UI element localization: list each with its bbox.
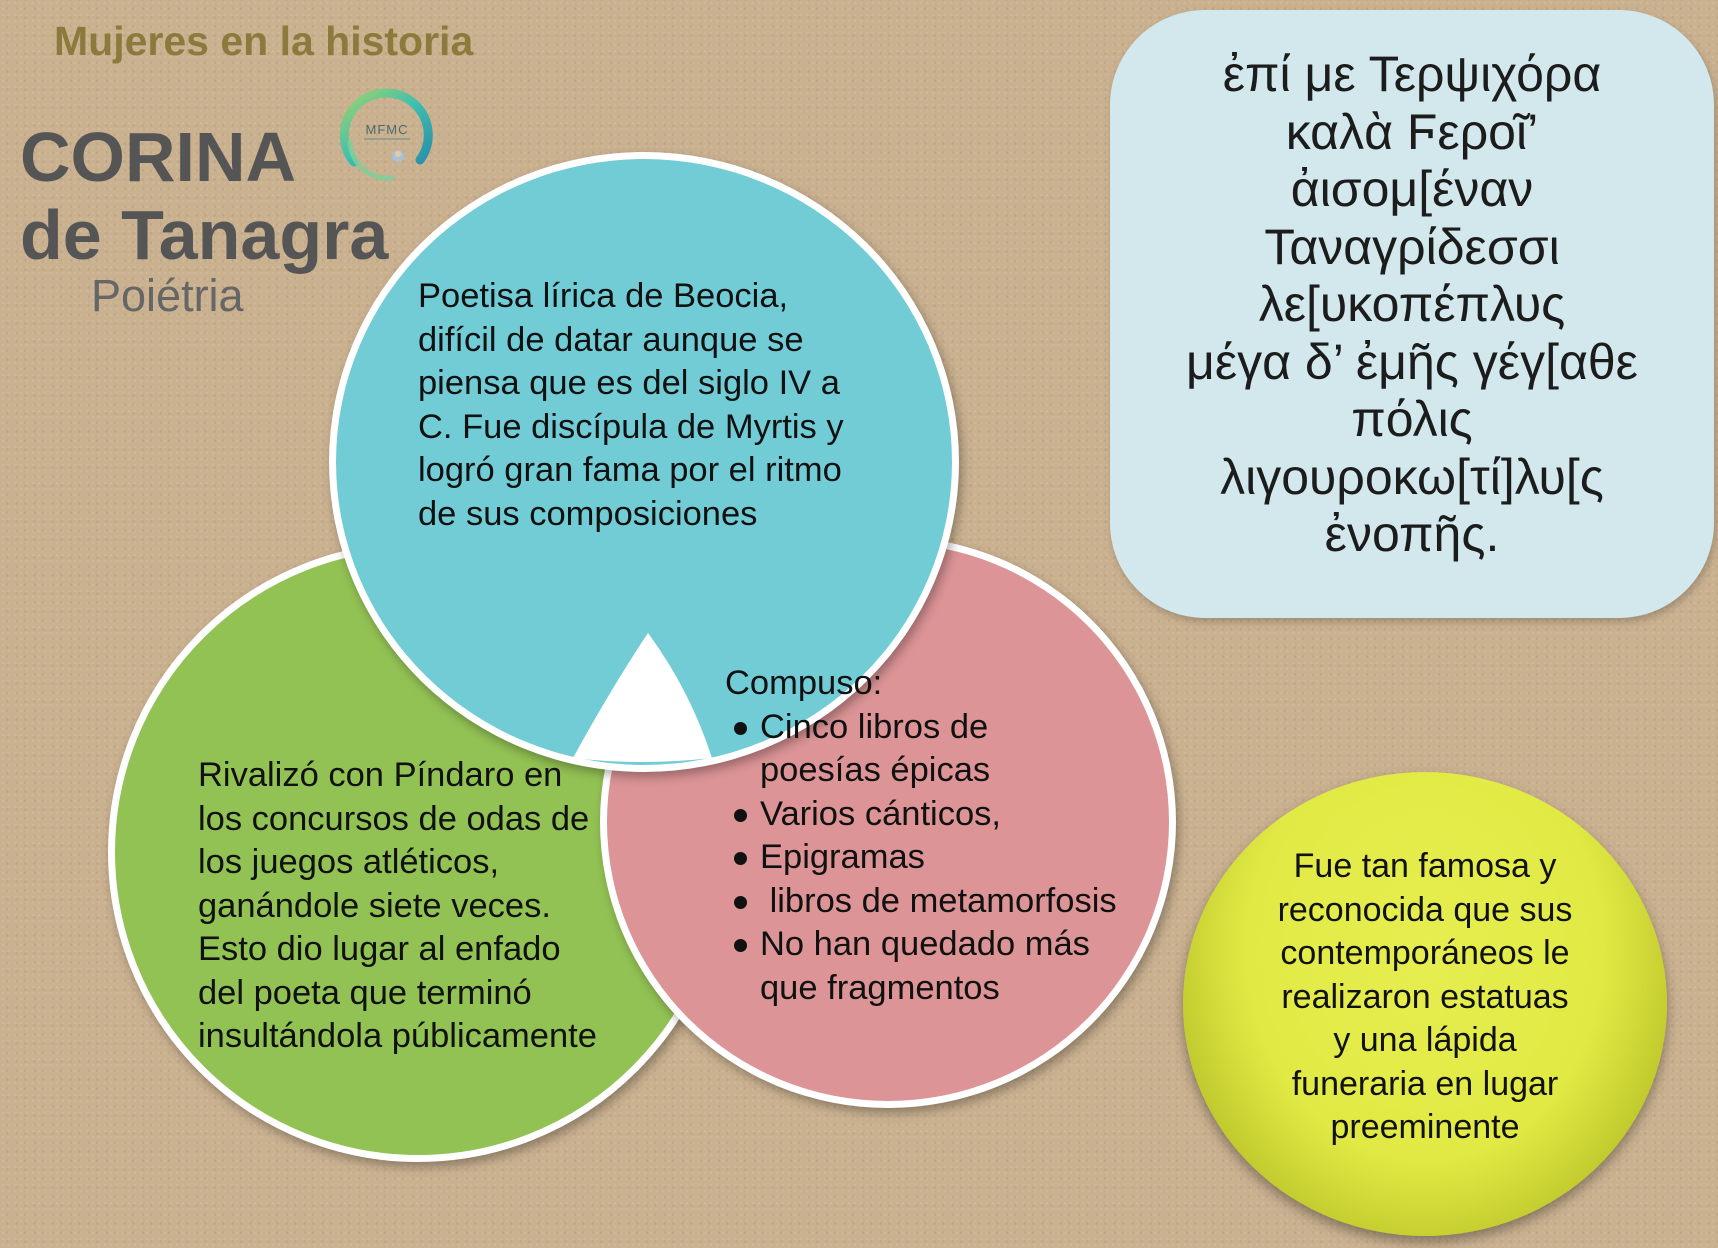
green-text-line: Rivalizó con Píndaro en xyxy=(198,756,563,794)
works-item-line: libros de metamorfosis xyxy=(760,881,1117,920)
greek-line: ἐπί με Τερψιχόρα xyxy=(1222,46,1602,102)
blue-text-line: Poetisa lírica de Beocia, xyxy=(418,277,789,315)
works-item-line: No han quedado más xyxy=(760,925,1090,963)
yellow-text-line: y una lápida xyxy=(1333,1021,1517,1059)
works-list xyxy=(725,706,1117,1011)
greek-line: Ταναγρίδεσσι xyxy=(1264,218,1560,275)
yellow-text-line: realizaron estatuas xyxy=(1281,977,1569,1016)
yellow-text-line: Fue tan famosa y xyxy=(1293,847,1557,885)
green-text-line: Esto dio lugar al enfado xyxy=(198,930,561,968)
yellow-text-line: funeraria en lugar xyxy=(1291,1064,1559,1103)
green-text-line: insultándola públicamente xyxy=(198,1017,597,1055)
greek-line: μέγα δ’ ἐμῆς γέγ[αθε xyxy=(1186,333,1638,390)
green-circle-text xyxy=(198,754,597,1059)
works-list-item xyxy=(725,923,1117,1010)
works-list-item xyxy=(725,706,1117,793)
blue-text-line: difícil de datar aunque se xyxy=(418,320,804,359)
works-list-item xyxy=(725,880,1117,924)
yellow-text-line: contemporáneos le xyxy=(1280,934,1570,972)
greek-line: ἀισομ[έναν xyxy=(1290,161,1534,217)
works-item-line: Epigramas xyxy=(760,838,925,876)
green-text-line: del poeta que terminó xyxy=(198,973,532,1012)
blue-text-line: logró gran fama por el ritmo xyxy=(418,451,842,489)
green-text-line: los juegos atléticos, xyxy=(198,843,500,881)
green-text-line: ganándole siete veces. xyxy=(198,886,551,925)
blue-circle-text xyxy=(418,275,844,536)
works-list-item xyxy=(725,793,1117,837)
greek-line: καλὰ Ϝεροῖ’ xyxy=(1285,103,1539,160)
compuso-heading: Compuso: xyxy=(725,664,883,702)
works-list-item xyxy=(725,836,1117,880)
greek-line: λε[υκοπέπλυς xyxy=(1258,276,1566,332)
works-item-line: que fragmentos xyxy=(760,968,1000,1007)
blue-text-line: de sus composiciones xyxy=(418,494,758,533)
greek-line: πόλις xyxy=(1351,391,1473,447)
greek-line: λιγουροκω[τί]λυ[ς xyxy=(1220,448,1604,505)
yellow-circle-text xyxy=(1183,845,1667,1150)
subtitle: Poiétria xyxy=(91,270,244,321)
works-item-line: Varios cánticos, xyxy=(760,794,1001,833)
title-line-2: de Tanagra xyxy=(20,196,389,274)
green-text-line: los concursos de odas de xyxy=(198,799,590,838)
works-item-line: Cinco libros de xyxy=(760,707,989,746)
works-item-line: poesías épicas xyxy=(760,751,991,789)
greek-line: ἐνοπῆς. xyxy=(1324,506,1500,562)
yellow-text-line: reconocida que sus xyxy=(1277,890,1573,929)
greek-quote-text xyxy=(1110,46,1714,564)
logo-text: MFMC xyxy=(365,122,409,137)
series-title: Mujeres en la historia xyxy=(54,18,474,64)
title-line-1: CORINA xyxy=(20,118,297,196)
yellow-text-line: preeminente xyxy=(1330,1108,1520,1146)
blue-text-line: piensa que es del siglo IV a xyxy=(418,364,840,402)
blue-text-line: C. Fue discípula de Myrtis y xyxy=(418,407,844,446)
mfmc-logo xyxy=(334,84,440,190)
pink-circle-text xyxy=(725,662,1117,1010)
